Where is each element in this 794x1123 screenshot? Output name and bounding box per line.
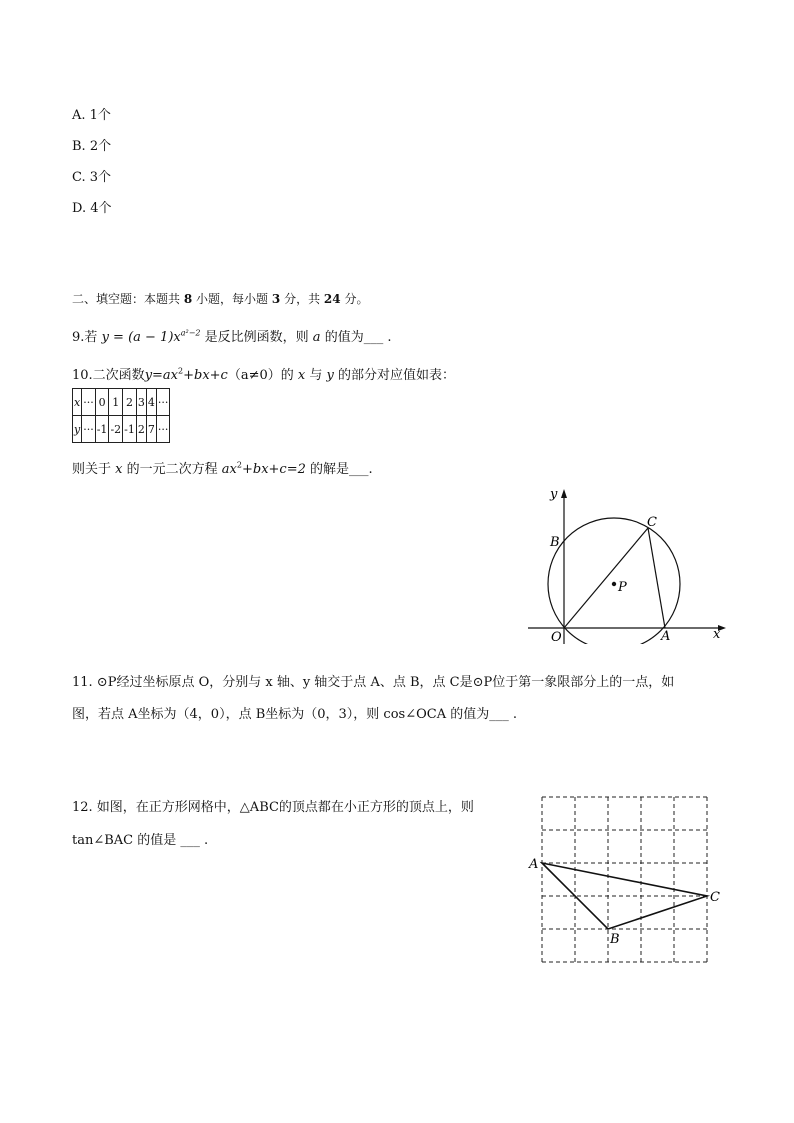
question-11-line-2: 图，若点 A坐标为（4，0），点 B坐标为（0，3），则 cos∠OCA 的值为___ . [72,707,517,722]
q9-var: a [312,330,321,345]
center-point [612,582,616,586]
q9-pre: 若 [84,330,98,345]
section-text-2: 小题，每小题 [196,292,269,306]
label-a: A [661,629,671,644]
q9-post: 是反比例函数，则 [204,330,309,345]
q10-ask-mid: 的一元二次方程 [126,462,218,477]
segment-ca [648,528,665,628]
question-10 [72,364,455,383]
circle-p [548,518,680,644]
question-12-line-1: 12. 如图，在正方形网格中，△ABC的顶点都在小正方形的顶点上，则 [72,800,474,815]
q10-formula-a: y=ax [144,368,179,383]
q9-tail: 的值为___ . [324,330,392,345]
q10-ask-pre: 则关于 [72,462,112,477]
table-cell: 4 [146,389,156,416]
table-cell: 2 [123,389,137,416]
q10-formula-b: +bx+c [183,368,228,383]
q9-formula: y = (a − 1)x [101,330,181,345]
points-each: 3 [271,292,281,306]
table-cell: ··· [82,416,96,443]
label-o: O [551,630,562,644]
question-12-line-2: tan∠BAC 的值是 ___ . [72,833,209,848]
y-axis-arrow-icon [561,489,567,498]
table-cell: 1 [109,389,123,416]
label-b: B [610,932,620,947]
question-10-ask [72,458,373,477]
table-cell: -1 [123,416,137,443]
q10-tail: 的部分对应值如表： [338,368,456,383]
option-a: A. 1个 [72,108,111,123]
table-cell: x [73,389,82,416]
table-cell: 2 [136,416,146,443]
q10-ask-formula-b: +bx+c=2 [241,462,306,477]
q10-ask-sup: 2 [236,460,242,470]
q10-x: x [297,368,306,383]
table-cell: 0 [95,389,109,416]
table-cell: ··· [156,389,170,416]
label-y: y [550,487,558,502]
option-c: C. 3个 [72,170,112,185]
label-c: C [710,890,720,905]
table-cell: ··· [82,389,96,416]
segment-oc [564,528,648,628]
table-cell: 3 [136,389,146,416]
section-text-4: 分。 [344,292,369,306]
q10-cond: （a≠0）的 [227,368,294,383]
table-cell: -1 [95,416,109,443]
option-d: D. 4个 [72,201,112,216]
points-total: 24 [323,292,341,306]
grid-diagram [526,790,726,968]
q10-ask-formula-a: ax [221,462,237,477]
table-cell: ··· [156,416,170,443]
table-row-x [73,389,170,416]
section-label: 二、填空题： [72,292,145,306]
question-9 [72,326,391,345]
section-text-3: 分，共 [284,292,321,306]
table-cell: y [73,416,82,443]
q10-head: 10.二次函数 [72,368,145,383]
option-b: B. 2个 [72,139,112,154]
label-p: P [618,580,627,595]
q10-ask-tail: 的解是___. [310,462,373,477]
question-count: 8 [183,292,193,306]
section-heading [72,290,368,307]
label-a: A [529,857,539,872]
circle-diagram [520,484,730,644]
q10-mid: 与 [309,368,323,383]
q10-y: y [326,368,334,383]
table-row-y [73,416,170,443]
question-11-line-1: 11. ⊙P经过坐标原点 O，分别与 x 轴、y 轴交于点 A、点 B，点 C是⊙P位于第一象限部分上的一点，如 [72,675,675,690]
section-text-1: 本题共 [144,292,181,306]
table-cell: -2 [109,416,123,443]
label-x: x [713,627,721,642]
table-cell: 7 [146,416,156,443]
q9-number: 9. [72,330,85,345]
q10-sup: 2 [178,366,184,376]
q9-exponent: a²−2 [180,328,201,338]
label-b: B [550,535,560,550]
value-table [72,388,170,443]
label-c: C [647,515,657,530]
q10-ask-x: x [115,462,123,477]
